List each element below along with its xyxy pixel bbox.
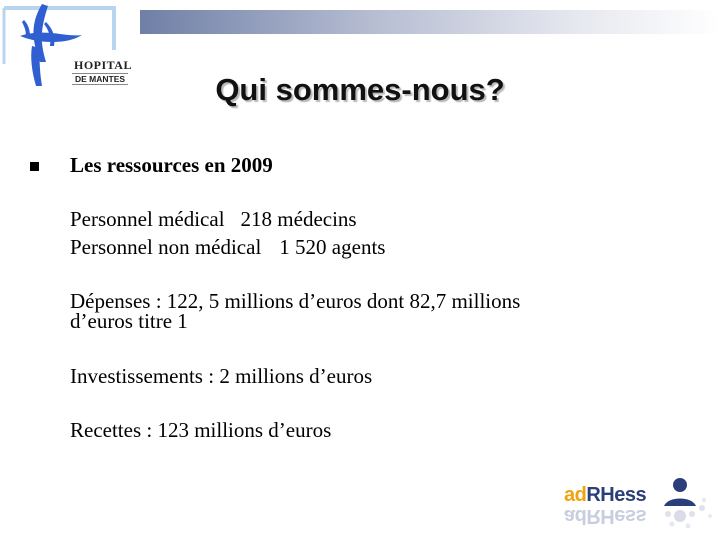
personnel-medical-label: Personnel médical	[70, 207, 225, 231]
personnel-non-medical-label: Personnel non médical	[70, 235, 262, 259]
personnel-non-medical-line	[70, 236, 385, 258]
header-gradient-bar	[140, 10, 720, 34]
recettes-line: Recettes : 123 millions d’euros	[70, 418, 332, 442]
slide-title: Qui sommes-nous?	[215, 72, 505, 107]
section-heading: Les ressources en 2009	[70, 153, 273, 177]
adrhess-reflection-accent: ad	[564, 505, 587, 527]
adrhess-accent-part: ad	[564, 484, 587, 506]
personnel-medical-value: 218 médecins	[240, 207, 357, 231]
investissements-line: Investissements : 2 millions d’euros	[70, 364, 373, 388]
adrhess-logo	[560, 476, 720, 536]
depenses-line-1: Dépenses : 122, 5 millions d’euros dont 82,7 millions	[70, 289, 521, 313]
square-bullet-icon	[30, 162, 39, 171]
depenses-line-2: d’euros titre 1	[70, 309, 188, 333]
person-figure-icon	[660, 476, 716, 532]
personnel-non-medical-value: 1 520 agents	[279, 235, 386, 259]
hospital-name-line1: HOPITAL	[74, 58, 132, 72]
adrhess-wordmark-reflection	[564, 504, 646, 527]
personnel-medical-line	[70, 208, 357, 230]
adrhess-main-part: RHess	[586, 484, 647, 506]
hospital-name-line2: DE MANTES	[72, 73, 128, 85]
adrhess-reflection-main: RHess	[586, 505, 647, 527]
